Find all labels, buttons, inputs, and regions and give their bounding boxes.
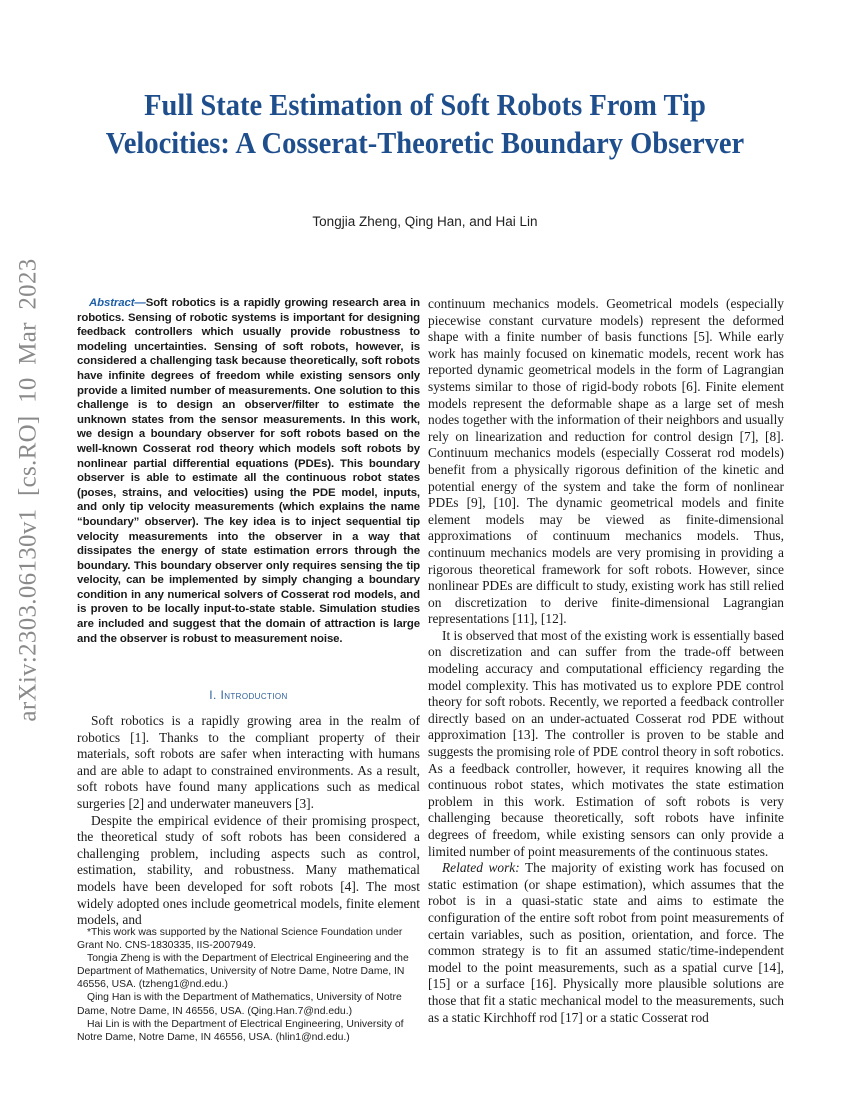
introduction-body bbox=[77, 713, 420, 929]
footnotes bbox=[77, 926, 420, 1044]
arxiv-identifier-text[interactable]: arXiv:2303.06130v1 [cs.RO] 10 Mar 2023 bbox=[15, 258, 42, 722]
paragraph: continuum mechanics models. Geometrical models (especially piecewise constant curvature models) represent the deformed shape with a finite number of basis functions [5]. While early work has mainly focused on kinematic models, recent work has reported dynamic geometrical models in the form of Lagrangian systems similar to those of rigid-body robots [6]. Finite element models represent the deformable shape as a large set of mesh nodes together with the information of their neighbors and usually rely on linearization and reduction for control design [7], [8]. Continuum mechanics models (especially Cosserat rod models) benefit from a physically rigorous definition of the kinetic and potential energy of the system and take the form of nonlinear PDEs [9], [10]. The dynamic geometrical models and finite element models may be viewed as finite-dimensional approximations of continuum mechanics models. Thus, continuum mechanics models are very promising in providing a rigorous theoretical framework for soft robots. However, since nonlinear PDEs are difficult to study, existing work has still relied on discretization to derive finite-dimensional Lagrangian representations [11], [12]. bbox=[428, 296, 784, 627]
related-work-paragraph bbox=[428, 860, 784, 1026]
footnote-author-affiliation: Tongia Zheng is with the Department of Electrical Engineering and the Department of Mathematics, University of Notre Dame, Notre Dame, IN 46556, USA. (tzheng1@nd.edu.) bbox=[77, 953, 409, 991]
paper-authors: Tongjia Zheng, Qing Han, and Hai Lin bbox=[312, 214, 538, 229]
footnote-funding: *This work was supported by the National Science Foundation under Grant No. CNS-1830335, IIS-2007949. bbox=[77, 927, 403, 952]
section-heading-introduction bbox=[77, 688, 420, 702]
abstract-text: Soft robotics is a rapidly growing research area in robotics. Sensing of robotic systems is important for designing feedback controllers which usually provide robustness to modeling uncertainties. Sensing of soft robots, however, is considered a challenging task because theoretically, soft robots have infinite degrees of freedom while existing sensors only provide a limited number of measurements. One solution to this challenge is to design an observer/filter to estimate the unknown states from the sensor measurements. In this work, we design a boundary observer for soft robots based on the well-known Cosserat rod theory which models soft robots by nonlinear partial differential equations (PDEs). This boundary observer is able to estimate all the continuous robot states (poses, strains, and velocities) using the PDE model, inputs, and only tip velocity measurements (which explains the name “boundary” observer). The key idea is to inject sequential tip velocity measurements into the observer in a way that dissipates the energy of state estimation errors through the boundary. This boundary observer only requires sensing the tip velocity, can be implemented by simply changing a boundary condition in any numerical solvers of Cosserat rod models, and is proven to be locally input-to-state stable. Simulation studies are included and suggest that the domain of attraction is large and the observer is robust to measurement noise. bbox=[77, 297, 420, 645]
paragraph: It is observed that most of the existing work is essentially based on discretization and can suffer from the trade-off between modeling accuracy and computational efficiency regarding the model complexity. This has motivated us to explore PDE control theory for soft robots. Recently, we reported a feedback controller directly based on an under-actuated Cosserat rod PDE without approximation [13]. The controller is proven to be stable and suggests the promising role of PDE control theory in soft robotics. As a feedback controller, however, it requires knowing all the continuous robot states, which motivates the state estimation problem in this work. Estimation of soft robots is very challenging because theoretically, soft robots have infinite degrees of freedom, while existing sensors can only provide a limited number of point measurements of the continuous states. bbox=[428, 627, 784, 859]
section-number: I. bbox=[209, 688, 217, 702]
abstract-label: Abstract— bbox=[89, 297, 146, 309]
related-work-text: The majority of existing work has focused on static estimation (or shape estimation), which assumes that the robot is in a quasi-static state and aims to estimate the configuration of the entire soft robot from point measurements of certain variables, such as position, orientation, and force. The common strategy is to fit an assumed static/time-independent model to the point measurements, such as a spatial curve [14], [15] or a surface [16]. Physically more plausible solutions are those that fit a static mechanical model to the measurements, such as a static Kirchhoff rod [17] or a static Cosserat rod bbox=[428, 860, 784, 1025]
paragraph: Despite the empirical evidence of their promising prospect, the theoretical study of soft robots has been considered a challenging problem, including aspects such as control, estimation, stability, and robustness. Many mathematical models have been developed for soft robots [4]. The most widely adopted ones include geometrical models, finite element models, and bbox=[77, 812, 420, 928]
arxiv-identifier-stamp bbox=[6, 258, 52, 722]
footnote-author-affiliation: Hai Lin is with the Department of Electrical Engineering, University of Notre Dame, Notre Dame, IN 46556, USA. (hlin1@nd.edu.) bbox=[77, 1018, 404, 1043]
footnote-author-affiliation: Qing Han is with the Department of Mathematics, University of Notre Dame, Notre Dame, IN 46556, USA. (Qing.Han.7@nd.edu.) bbox=[77, 992, 402, 1017]
paper-title: Full State Estimation of Soft Robots From Tip Velocities: A Cosserat-Theoretic Boundary Observer bbox=[105, 87, 745, 160]
section-title: Introduction bbox=[220, 688, 288, 702]
abstract bbox=[77, 296, 420, 646]
right-column-body bbox=[428, 296, 784, 1026]
paragraph: Soft robotics is a rapidly growing area in the realm of robotics [1]. Thanks to the compliant property of their materials, soft robots are safer when interacting with humans and are able to adapt to constrained environments. As a result, soft robots have found many applications such as medical surgeries [2] and underwater maneuvers [3]. bbox=[77, 713, 420, 811]
related-work-label: Related work: bbox=[442, 860, 520, 876]
